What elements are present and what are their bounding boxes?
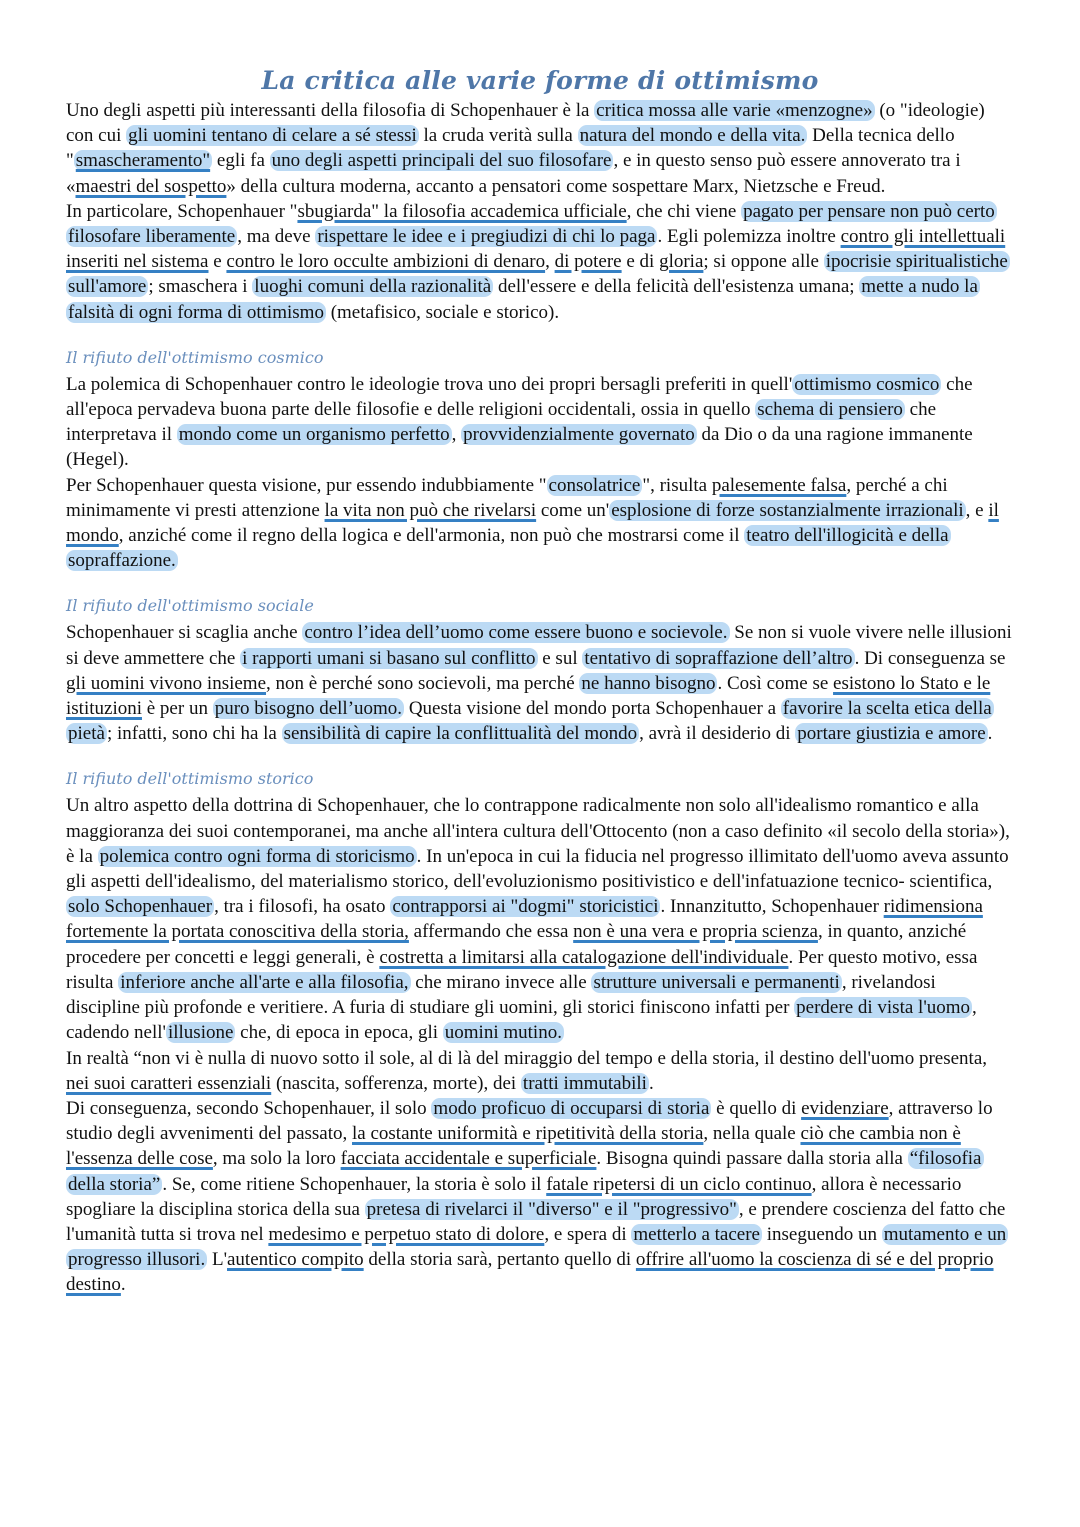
section-heading: Il rifiuto dell'ottimismo sociale	[66, 596, 314, 616]
highlighted-phrase: luoghi comuni della razionalità	[254, 276, 492, 298]
section-heading: Il rifiuto dell'ottimismo cosmico	[66, 347, 324, 367]
underlined-phrase: gli uomini vivono insieme	[66, 672, 267, 694]
section-paragraph: Di conseguenza, secondo Schopenhauer, il solo modo proficuo di occuparsi di storia è quello di evidenziare, attraverso lo studio degli avvenimenti del passato, la costante uniformità e ripetitività della storia, nella quale ciò che cambia non è l'essenza delle cose, ma solo la loro facciata accidentale e superficiale. Bisogna quindi passare dalla storia alla “filosofia della storia” . Se, come ritiene Schopenhauer, la storia è solo il fatale ripetersi di un ciclo continuo, allora è necessario spogliare la disciplina storica della sua pretesa di rivelarci il "diverso" e il "progressivo" , e prendere coscienza del fatto che l'umanità tutta si trova nel medesimo e perpetuo stato di dolore, e spera di metterlo a tacere inseguendo un mutamento e un progresso illusori. L'autentico compito della storia sarà, pertanto quello di offrire all'uomo la coscienza di sé e del proprio destino.	[66, 1097, 1007, 1296]
underlined-phrase: maestri del sospetto	[75, 175, 227, 197]
section-paragraph: Schopenhauer si scaglia anche contro l’idea dell’uomo come essere buono e socievole. Se non si vuole vivere nelle illusioni si deve ammettere che i rapporti umani si basano sul conflitto e sul tentativo di sopraffazione dell’altro . Di conseguenza se gli uomini vivono insieme, non è perché sono socievoli, ma perché ne hanno bisogno . Così come se esistono lo Stato e le istituzioni è per un puro bisogno dell’uomo. Questa visione del mondo porta Schopenhauer a favorire la scelta etica della pietà ; infatti, sono chi ha la sensibilità di capire la conflittualità del mondo , avrà il desiderio di portare giustizia e amore .	[66, 622, 1012, 745]
highlighted-phrase: pagato per pensare non può certo filosofare liberamente	[68, 200, 995, 248]
highlighted-phrase: tentativo di sopraffazione dell’altro	[584, 647, 853, 669]
intro-paragraph-2: In particolare, Schopenhauer "sbugiarda" la filosofia accademica ufficiale, che chi viene pagato per pensare non può certo filosofare liberamente , ma deve rispettare le idee e i pregiudizi di chi lo paga . Egli polemizza inoltre contro gli intellettuali inseriti nel sistema e contro le loro occulte ambizioni di denaro, di potere e di gloria; si oppone alle ipocrisie spiritualistiche sull'amore ; smaschera i luoghi comuni della razionalità dell'essere e della felicità dell'esistenza umana; mette a nudo la falsità di ogni forma di ottimismo (metafisico, sociale e storico).	[66, 200, 1008, 323]
underlined-phrase: la costante uniformità e ripetitività della storia	[352, 1123, 704, 1145]
highlighted-phrase: rispettare le idee e i pregiudizi di chi lo paga	[317, 226, 656, 248]
section-historical-optimism	[66, 768, 1014, 1297]
underlined-phrase: medesimo e perpetuo stato di dolore	[268, 1223, 545, 1245]
underlined-phrase: palesemente falsa	[711, 474, 847, 496]
highlighted-phrase: “filosofia della storia”	[68, 1148, 982, 1195]
highlighted-phrase: portare giustizia e amore	[797, 723, 986, 745]
section-cosmic-optimism	[66, 347, 1014, 574]
underlined-phrase: facciata accidentale e superficiale	[340, 1148, 597, 1170]
section-paragraph: In realtà “non vi è nulla di nuovo sotto il sole, al di là del miraggio del tempo e della storia, il destino dell'uomo presenta, nei suoi caratteri essenziali (nascita, sofferenza, morte), dei tratti immutabili .	[66, 1047, 988, 1094]
underlined-phrase: contro gli intellettuali inseriti nel sistema	[66, 226, 1006, 273]
highlighted-phrase: mutamento e un progresso illusori.	[68, 1223, 1007, 1271]
highlighted-phrase: ottimismo cosmico	[794, 373, 940, 395]
highlighted-phrase: uomini mutino.	[444, 1022, 562, 1044]
underlined-phrase: il mondo	[66, 499, 999, 547]
highlighted-phrase: illusione	[167, 1022, 234, 1044]
underlined-phrase: nei suoi caratteri essenziali	[66, 1072, 272, 1094]
section-paragraph: Un altro aspetto della dottrina di Schopenhauer, che lo contrappone radicalmente non solo all'idealismo romantico e alla maggioranza dei suoi contemporanei, ma anche all'intera cultura dell'Ottocento (non a caso definito «il secolo della storia»), è la polemica contro ogni forma di storicismo . In un'epoca in cui la fiducia nel progresso illimitato dell'uomo aveva assunto gli aspetti dell'idealismo, del materialismo storico, dell'evoluzionismo positivistico e dell'infatuazione tecnico- scientifica, solo Schopenhauer , tra i filosofi, ha osato contrapporsi ai "dogmi" storicistici . Innanzitutto, Schopenhauer ridimensiona fortemente la portata conoscitiva della storia, affermando che essa non è una vera e propria scienza, in quanto, anziché procedere per concetti e leggi generali, è costretta a limitarsi alla catalogazione dell'individuale. Per questo motivo, essa risulta inferiore anche all'arte e alla filosofia, che mirano invece alle strutture universali e permanenti , rivelandosi discipline più profonde e veritiere. A furia di studiare gli uomini, gli storici finiscono infatti per perdere di vista l'uomo , cadendo nell' illusione che, di epoca in epoca, gli uomini mutino.	[66, 795, 1010, 1044]
highlighted-phrase: contro l’idea dell’uomo come essere buono e socievole.	[304, 622, 728, 644]
underlined-phrase: contro le loro occulte ambizioni di denaro	[226, 251, 546, 273]
highlighted-phrase: provvidenzialmente governato	[463, 424, 695, 446]
highlighted-phrase: mette a nudo la falsità di ogni forma di ottimismo	[68, 276, 978, 323]
highlighted-phrase: teatro dell'illogicità e della sopraffazione.	[68, 525, 949, 572]
underlined-phrase: la vita non può che rivelarsi	[324, 499, 537, 521]
intro-paragraph-1: Uno degli aspetti più interessanti della filosofia di Schopenhauer è la critica mossa alle varie «menzogne» (o "ideologie) con cui gli uomini tentano di celare a sé stessi la cruda verità sulla natura del mondo e della vita. Della tecnica dello " smascheramento" egli fa uno degli aspetti principali del suo filosofare , e in questo senso può essere annoverato tra i «maestri del sospetto» della cultura moderna, accanto a pensatori come sospettare Marx, Nietzsche e Freud.	[66, 100, 985, 197]
highlighted-underlined-phrase: smascheramento"	[75, 150, 211, 172]
section-paragraph: Per Schopenhauer questa visione, pur essendo indubbiamente " consolatrice ", risulta palesemente falsa, perché a chi minimamente vi presti attenzione la vita non può che rivelarsi come un' esplosione di forze sostanzialmente irrazionali , e il mondo, anziché come il regno della logica e dell'armonia, non può che mostrarsi come il teatro dell'illogicità e della sopraffazione.	[66, 474, 999, 572]
underlined-phrase: di potere	[554, 251, 622, 273]
underlined-phrase: esistono lo Stato e le istituzioni	[66, 672, 991, 720]
highlighted-phrase: metterlo a tacere	[633, 1223, 760, 1245]
highlighted-phrase: gli uomini tentano di celare a sé stessi	[128, 125, 417, 147]
underlined-phrase: autentico compito	[227, 1249, 364, 1271]
highlighted-phrase: pretesa di rivelarci il "diverso" e il "progressivo"	[366, 1198, 737, 1220]
highlighted-phrase: puro bisogno dell’uomo.	[214, 698, 403, 720]
highlighted-phrase: contrapporsi ai "dogmi" storicistici	[392, 896, 659, 918]
highlighted-phrase: natura del mondo e della vita.	[579, 125, 806, 147]
highlighted-phrase: i rapporti umani si basano sul conflitto	[242, 647, 536, 669]
highlighted-phrase: ne hanno bisogno	[581, 672, 716, 694]
highlighted-phrase: mondo come un organismo perfetto	[178, 424, 450, 446]
highlighted-phrase: critica mossa alle varie «menzogne»	[596, 100, 873, 121]
underlined-phrase: costretta a limitarsi alla catalogazione dell'individuale	[379, 946, 789, 968]
underlined-phrase: evidenziare	[801, 1097, 889, 1119]
highlighted-phrase: ipocrisie spiritualistiche sull'amore	[68, 251, 1008, 298]
highlighted-phrase: uno degli aspetti principali del suo filosofare	[271, 150, 612, 172]
highlighted-phrase: sensibilità di capire la conflittualità del mondo	[283, 723, 638, 745]
underlined-phrase: non è una vera e propria scienza	[573, 921, 818, 943]
underlined-phrase: sbugiarda" la filosofia accademica ufficiale	[297, 200, 627, 222]
section-social-optimism	[66, 595, 1014, 746]
underlined-phrase: ridimensiona fortemente la portata conoscitiva della storia,	[66, 896, 983, 943]
section-paragraph: La polemica di Schopenhauer contro le ideologie trova uno dei propri bersagli preferiti in quell' ottimismo cosmico che all'epoca pervadeva buona parte delle filosofie e delle religioni occidentali, ossia in quello schema di pensiero che interpretava il mondo come un organismo perfetto , provvidenzialmente governato da Dio o da una ragione immanente (Hegel).	[66, 373, 973, 471]
highlighted-phrase: solo Schopenhauer	[68, 896, 213, 918]
underlined-phrase: fatale ripetersi di un ciclo continuo	[546, 1173, 812, 1195]
highlighted-phrase: esplosione di forze sostanzialmente irrazionali	[611, 499, 964, 521]
underlined-phrase: offrire all'uomo la coscienza di sé e del proprio destino	[66, 1249, 994, 1296]
highlighted-phrase: modo proficuo di occuparsi di storia	[433, 1097, 710, 1119]
page-title: La critica alle varie forme di ottimismo	[261, 66, 819, 95]
highlighted-phrase: tratti immutabili	[522, 1072, 647, 1094]
highlighted-phrase: schema di pensiero	[757, 399, 903, 421]
highlighted-phrase: perdere di vista l'uomo	[796, 997, 971, 1019]
highlighted-phrase: inferiore anche all'arte e alla filosofia,	[120, 971, 409, 993]
underlined-phrase: gloria	[659, 251, 704, 273]
section-heading: Il rifiuto dell'ottimismo storico	[66, 769, 314, 789]
underlined-phrase: ciò che cambia non è l'essenza delle cose	[66, 1123, 961, 1170]
highlighted-phrase: polemica contro ogni forma di storicismo	[99, 845, 415, 867]
highlighted-phrase: strutture universali e permanenti	[593, 971, 840, 993]
highlighted-phrase: favorire la scelta etica della pietà	[68, 698, 992, 745]
highlighted-phrase: consolatrice	[548, 474, 641, 496]
